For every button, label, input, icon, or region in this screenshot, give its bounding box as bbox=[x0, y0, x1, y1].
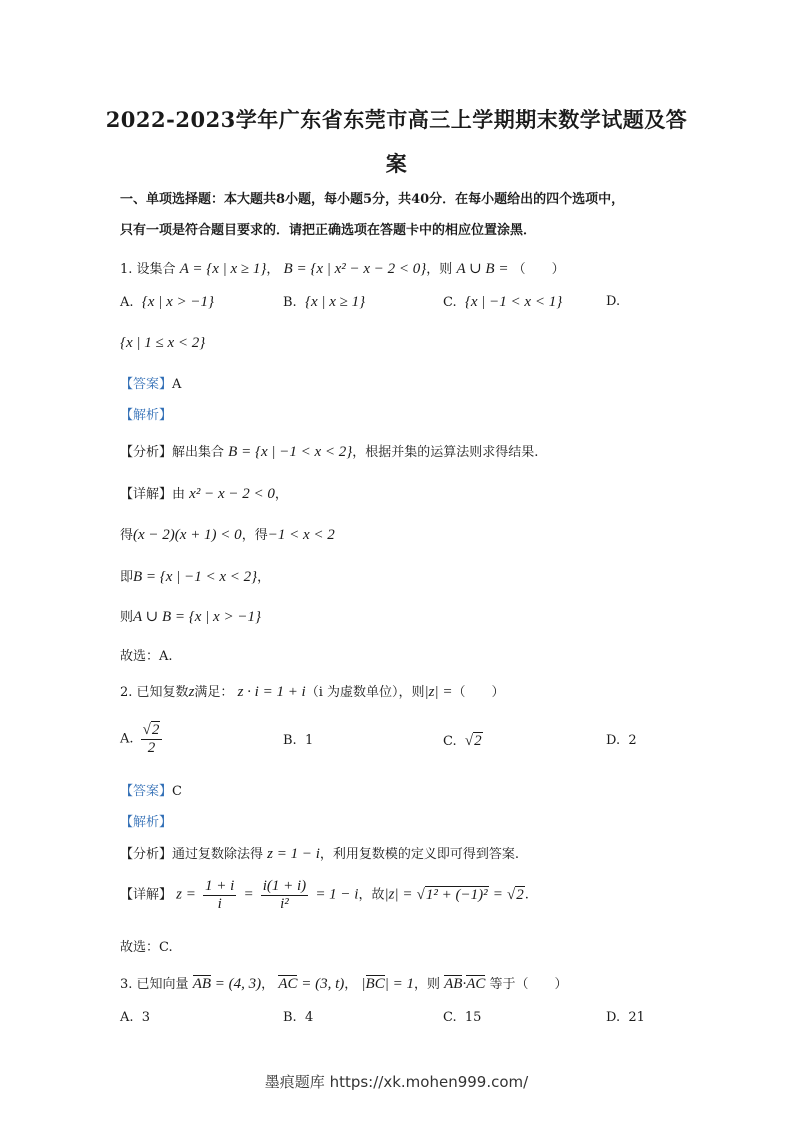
option-label: B. bbox=[283, 733, 297, 748]
math-expr: |z| = bbox=[384, 886, 413, 903]
vector-bc: BC bbox=[365, 976, 385, 992]
math-expr: z = 1 − i bbox=[267, 846, 320, 862]
answer-tag: 【答案】 bbox=[120, 784, 173, 799]
sqrt-value: √2 bbox=[464, 733, 482, 749]
option-label: A. bbox=[120, 731, 134, 747]
fraction-denominator: i bbox=[217, 895, 222, 912]
step-line-3 bbox=[120, 606, 261, 626]
fraction bbox=[203, 878, 236, 912]
math-expr: = (3, t) bbox=[301, 976, 345, 992]
analysis-line bbox=[120, 441, 538, 461]
section-heading: 一、单项选择题：本大题共8小题，每小题5分，共40分．在每小题给出的四个选项中， bbox=[120, 192, 625, 207]
option-value: 3 bbox=[141, 1010, 151, 1025]
math-expr: = bbox=[492, 886, 503, 903]
option-c bbox=[443, 1010, 481, 1025]
punct: ， bbox=[261, 977, 275, 992]
text: 解出集合 bbox=[172, 445, 225, 460]
question-1 bbox=[120, 258, 565, 278]
option-value: {x | −1 < x < 1} bbox=[464, 294, 563, 310]
vector-ab: AB bbox=[444, 976, 463, 992]
detail-tag: 【详解】 bbox=[120, 487, 173, 502]
detail-tag: 【详解】 bbox=[120, 887, 173, 903]
text: 由 bbox=[172, 487, 186, 502]
radicand: 2 bbox=[516, 886, 524, 903]
sqrt-expr: √1² + (−1)² bbox=[416, 886, 488, 903]
math-expr: x² − x − 2 < 0 bbox=[189, 486, 275, 502]
fraction-numerator: √2 bbox=[141, 722, 163, 740]
radicand: 1² + (−1)² bbox=[425, 886, 488, 903]
math-expr: |z| = bbox=[424, 684, 453, 700]
option-label: D. bbox=[606, 1010, 621, 1025]
option-value: 1 bbox=[304, 733, 314, 748]
option-a bbox=[120, 722, 165, 756]
vector-ac: AC bbox=[278, 976, 298, 992]
option-b bbox=[283, 1010, 313, 1025]
question-text: 已知向量 bbox=[136, 977, 189, 992]
section-heading-continued: 只有一项是符合题目要求的．请把正确选项在答题卡中的相应位置涂黑． bbox=[120, 223, 537, 238]
math-expr: = 1 bbox=[392, 976, 414, 992]
math-expr: A ∪ B = {x | x > −1} bbox=[133, 609, 261, 625]
fraction-denominator: 2 bbox=[147, 739, 156, 756]
question-3: 3. 已知向量 AB = (4, 3)， AC = (3, t)， |BC| = 1，则 AB·AC 等于（ ） bbox=[120, 976, 568, 992]
answer-blank: 等于（ ） bbox=[489, 977, 568, 992]
question-text: （i 为虚数单位），则 bbox=[305, 685, 425, 700]
option-label: B. bbox=[283, 295, 297, 310]
option-label: A. bbox=[120, 1010, 134, 1025]
math-expr: = bbox=[243, 886, 254, 903]
option-value: 2 bbox=[628, 733, 637, 748]
option-value: {x | 1 ≤ x < 2} bbox=[120, 335, 206, 351]
option-a bbox=[120, 1010, 150, 1025]
question-number: 2. bbox=[120, 685, 133, 700]
radicand: 2 bbox=[474, 733, 482, 749]
option-d bbox=[606, 294, 620, 309]
text: 则 bbox=[120, 610, 134, 625]
radicand: 2 bbox=[151, 722, 160, 738]
option-label: D. bbox=[606, 733, 621, 748]
answer-blank: （ ） bbox=[512, 262, 565, 277]
punct: ， bbox=[266, 262, 280, 277]
fraction-numerator: 1 + i bbox=[205, 878, 235, 894]
math-expr: (x − 2)(x + 1) < 0 bbox=[133, 527, 242, 543]
fraction-denominator: i² bbox=[280, 895, 289, 912]
fraction-numerator: i(1 + i) bbox=[262, 878, 307, 894]
question-text: 已知复数 bbox=[136, 685, 189, 700]
answer-value: C bbox=[172, 784, 182, 799]
footer-watermark: 墨痕题库 https://xk.mohen999.com/ bbox=[264, 1073, 529, 1091]
math-expr: z = bbox=[176, 886, 196, 903]
text: ， bbox=[257, 570, 271, 585]
math-expr: z · i = 1 + i bbox=[237, 684, 306, 700]
fraction bbox=[141, 722, 163, 756]
option-label: A. bbox=[120, 295, 134, 310]
answer-line bbox=[120, 780, 182, 799]
option-c bbox=[443, 733, 483, 750]
text: 通过复数除法得 bbox=[172, 847, 264, 862]
option-b bbox=[283, 733, 313, 748]
analysis-line bbox=[120, 843, 519, 863]
option-b bbox=[283, 294, 365, 311]
question-2 bbox=[120, 681, 505, 701]
fenxi-tag: 【分析】 bbox=[120, 847, 173, 862]
option-a bbox=[120, 294, 214, 311]
vector-ab: AB bbox=[192, 976, 212, 992]
option-label: C. bbox=[443, 734, 457, 749]
option-label: D. bbox=[606, 294, 621, 309]
question-text: ，则 bbox=[426, 262, 453, 277]
option-value: 4 bbox=[304, 1010, 314, 1025]
option-d bbox=[606, 1010, 645, 1025]
answer-value: A bbox=[172, 377, 182, 392]
fraction bbox=[261, 878, 308, 912]
choice-line: 故选：C. bbox=[120, 940, 173, 955]
question-text: 满足： bbox=[194, 685, 234, 700]
option-label: C. bbox=[443, 1010, 457, 1025]
choice-line: 故选：A. bbox=[120, 649, 173, 664]
option-d-value bbox=[120, 335, 205, 352]
option-value: {x | x > −1} bbox=[141, 294, 214, 310]
dot-operator: · bbox=[462, 976, 467, 992]
option-c bbox=[443, 294, 562, 311]
text: ，根据并集的运算法则求得结果. bbox=[352, 445, 539, 460]
text: ，利用复数模的定义即可得到答案. bbox=[319, 847, 520, 862]
math-expr: B = {x | −1 < x < 2} bbox=[133, 569, 258, 585]
option-value: 21 bbox=[628, 1010, 645, 1025]
math-set-b: B = {x | x² − x − 2 < 0} bbox=[283, 261, 427, 277]
math-expr: −1 < x < 2 bbox=[267, 527, 335, 543]
question-text: ，则 bbox=[413, 977, 440, 992]
answer-blank: （ ） bbox=[452, 685, 505, 700]
step-line-1 bbox=[120, 524, 335, 544]
option-value: 15 bbox=[464, 1010, 482, 1025]
page-title: 2022-2023学年广东省东莞市高三上学期期末数学试题及答 bbox=[105, 107, 688, 132]
vector-ac: AC bbox=[466, 976, 486, 992]
step-line-2 bbox=[120, 566, 270, 586]
punct: ， bbox=[344, 977, 358, 992]
detail-line bbox=[120, 878, 529, 912]
math-set-a: A = {x | x ≥ 1} bbox=[179, 261, 267, 277]
detail-line bbox=[120, 483, 288, 503]
question-number: 3. bbox=[120, 977, 133, 992]
question-text: 设集合 bbox=[136, 262, 176, 277]
text: 即 bbox=[120, 570, 134, 585]
option-value: {x | x ≥ 1} bbox=[304, 294, 366, 310]
fenxi-tag: 【分析】 bbox=[120, 445, 173, 460]
math-expr: B = {x | −1 < x < 2} bbox=[228, 444, 353, 460]
analysis-tag: 【解析】 bbox=[120, 408, 173, 423]
sqrt-result: √2 bbox=[506, 886, 524, 903]
text: 得 bbox=[120, 528, 134, 543]
text: ，得 bbox=[241, 528, 268, 543]
option-label: C. bbox=[443, 295, 457, 310]
option-d bbox=[606, 733, 637, 748]
analysis-tag: 【解析】 bbox=[120, 815, 173, 830]
text: ，故 bbox=[358, 887, 385, 903]
text: ， bbox=[274, 487, 288, 502]
math-union: A ∪ B = bbox=[456, 261, 509, 277]
answer-tag: 【答案】 bbox=[120, 377, 173, 392]
question-number: 1. bbox=[120, 262, 133, 277]
page-title-continued: 案 bbox=[385, 151, 408, 176]
math-var: z bbox=[188, 684, 195, 700]
answer-line bbox=[120, 373, 181, 392]
punct: . bbox=[524, 887, 529, 903]
math-expr: = (4, 3) bbox=[214, 976, 262, 992]
option-label: B. bbox=[283, 1010, 297, 1025]
math-expr: = 1 − i bbox=[315, 886, 359, 903]
